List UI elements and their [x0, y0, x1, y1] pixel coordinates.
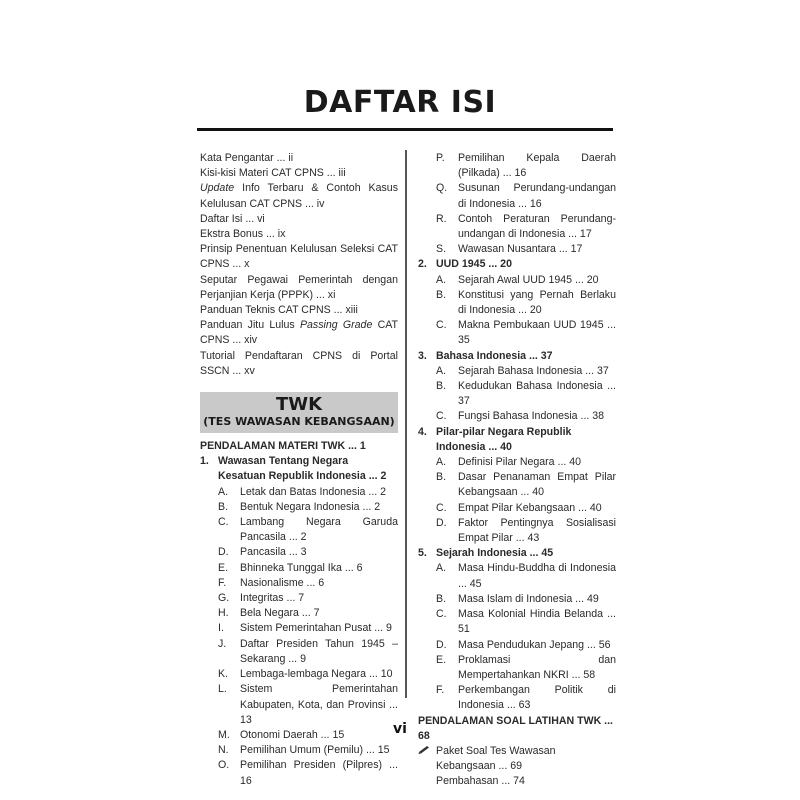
- paket-soal-label: Paket Soal Tes Wawasan Kebangsaan ... 69: [436, 744, 556, 773]
- subitem-letter: C.: [436, 410, 447, 423]
- subitem-letter: B.: [436, 592, 447, 605]
- front-matter-entry[interactable]: [200, 151, 398, 166]
- toc-subitem[interactable]: [200, 621, 398, 636]
- subitem-title: Proklamasi dan Mempertahankan NKRI ... 58: [458, 653, 616, 681]
- subitem-title: Konstitusi yang Pernah Berlaku di Indonesia ... 20: [458, 288, 616, 317]
- left-column: [200, 151, 398, 789]
- front-matter-list: [200, 151, 398, 379]
- toc-subitem[interactable]: [418, 455, 616, 470]
- front-matter-entry[interactable]: [200, 227, 398, 242]
- toc-subitem[interactable]: [418, 561, 616, 591]
- subitem-title: Susunan Perundang-undangan di Indonesia ... 16: [458, 182, 616, 210]
- toc-subitem[interactable]: [200, 545, 398, 560]
- toc-subitem[interactable]: [418, 151, 616, 181]
- subitem-letter: B.: [436, 380, 447, 393]
- toc-subitem[interactable]: [418, 653, 616, 683]
- right-column: [418, 151, 616, 790]
- subitem-letter: M.: [218, 728, 230, 741]
- toc-subitem[interactable]: [200, 743, 398, 758]
- subitem-title: Contoh Peraturan Perundang-undangan di Indonesia ... 17: [458, 212, 616, 241]
- entry-text: Tutorial Pendaftaran CPNS di Portal SSCN ... xv: [200, 349, 398, 377]
- entry-text: CAT CPNS ... xiv: [200, 319, 398, 347]
- subitem-title: Wawasan Nusantara ... 17: [458, 243, 583, 256]
- subitem-letter: S.: [436, 243, 447, 256]
- subitem-letter: D.: [218, 546, 229, 559]
- title-underline: [197, 128, 613, 131]
- toc-subitem[interactable]: [200, 667, 398, 682]
- toc-subitem[interactable]: [418, 288, 616, 318]
- section-banner: [200, 392, 398, 433]
- subitem-letter: K.: [218, 668, 229, 681]
- subitem-title: Masa Kolonial Hindia Belanda ... 51: [458, 608, 616, 636]
- subitem-letter: Q.: [436, 182, 448, 195]
- chapter-2-heading[interactable]: [418, 257, 616, 272]
- front-matter-entry[interactable]: [200, 166, 398, 181]
- subitem-title: Perkembangan Politik di Indonesia ... 63: [458, 684, 616, 712]
- toc-subitem[interactable]: [418, 470, 616, 500]
- subitem-letter: L.: [218, 683, 227, 696]
- chapter-title: UUD 1945 ... 20: [436, 258, 512, 271]
- entry-italic-text: Update: [200, 182, 235, 195]
- subitem-letter: C.: [436, 319, 447, 332]
- pendalaman-soal-heading[interactable]: PENDALAMAN SOAL LATIHAN TWK ... 68: [418, 714, 613, 742]
- section-title: TWK: [275, 394, 323, 416]
- chapter-number: 1.: [200, 455, 209, 468]
- toc-subitem[interactable]: [200, 576, 398, 591]
- pembahasan-entry[interactable]: Pembahasan ... 74: [436, 775, 525, 788]
- subitem-title: Bhinneka Tunggal Ika ... 6: [240, 561, 363, 574]
- front-matter-entry[interactable]: [200, 349, 398, 379]
- toc-subitem[interactable]: [418, 181, 616, 211]
- subitem-title: Letak dan Batas Indonesia ... 2: [240, 485, 387, 498]
- front-matter-entry[interactable]: [200, 303, 398, 318]
- subitem-title: Otonomi Daerah ... 15: [240, 728, 345, 741]
- entry-text: Seputar Pegawai Pemerintah dengan Perjanjian Kerja (PPPK) ... xi: [200, 273, 398, 301]
- entry-text: Kisi-kisi Materi CAT CPNS ... iii: [200, 167, 346, 180]
- toc-subitem[interactable]: [200, 758, 398, 788]
- subitem-title: Sistem Pemerintahan Kabupaten, Kota, dan Provinsi ... 13: [240, 683, 398, 726]
- chapter-5-items: [418, 561, 616, 713]
- toc-subitem[interactable]: [418, 638, 616, 653]
- subitem-title: Pemilihan Presiden (Pilpres) ... 16: [240, 759, 398, 787]
- toc-subitem[interactable]: [418, 592, 616, 607]
- toc-subitem[interactable]: [418, 318, 616, 348]
- subitem-title: Daftar Presiden Tahun 1945 – Sekarang ... 9: [240, 637, 398, 665]
- subitem-letter: O.: [218, 759, 230, 772]
- chapter-title: Wawasan Tentang Negara Kesatuan Republik Indonesia ... 2: [218, 455, 387, 483]
- subitem-letter: F.: [218, 576, 227, 589]
- toc-subitem[interactable]: [200, 637, 398, 667]
- subitem-title: Sejarah Awal UUD 1945 ... 20: [458, 273, 599, 286]
- subitem-letter: R.: [436, 212, 447, 225]
- chapter-1-heading[interactable]: [200, 454, 398, 484]
- toc-subitem[interactable]: [200, 591, 398, 606]
- subitem-letter: I.: [218, 622, 224, 635]
- chapter-4-heading[interactable]: [418, 425, 616, 455]
- subitem-title: Pemilihan Umum (Pemilu) ... 15: [240, 744, 390, 757]
- subitem-title: Nasionalisme ... 6: [240, 576, 325, 589]
- column-divider: [405, 150, 407, 698]
- subitem-letter: G.: [218, 592, 230, 605]
- subitem-title: Integritas ... 7: [240, 592, 305, 605]
- subitem-letter: B.: [436, 288, 447, 301]
- entry-text: Daftar Isi ... vi: [200, 212, 265, 225]
- page-number: vi: [393, 721, 407, 737]
- subitem-letter: N.: [218, 744, 229, 757]
- subitem-letter: D.: [436, 638, 447, 651]
- toc-subitem[interactable]: [418, 409, 616, 424]
- subitem-letter: H.: [218, 607, 229, 620]
- toc-subitem[interactable]: [418, 683, 616, 713]
- subitem-letter: F.: [436, 684, 445, 697]
- toc-subitem[interactable]: [200, 515, 398, 545]
- toc-subitem[interactable]: [418, 516, 616, 546]
- entry-text: Panduan Jitu Lulus: [200, 319, 300, 332]
- toc-subitem[interactable]: [418, 364, 616, 379]
- subitem-title: Masa Islam di Indonesia ... 49: [458, 592, 599, 605]
- chapter-4-items: [418, 455, 616, 546]
- page-title: DAFTAR ISI: [303, 85, 497, 120]
- pendalaman-materi-heading[interactable]: PENDALAMAN MATERI TWK ... 1: [200, 440, 366, 453]
- subitem-letter: C.: [436, 501, 447, 514]
- entry-text: Prinsip Penentuan Kelulusan Seleksi CAT CPNS ... x: [200, 243, 398, 271]
- subitem-title: Lambang Negara Garuda Pancasila ... 2: [240, 516, 398, 544]
- toc-subitem[interactable]: [200, 500, 398, 515]
- subitem-letter: A.: [436, 273, 447, 286]
- chapter-number: 4.: [418, 425, 427, 438]
- subitem-letter: P.: [436, 152, 445, 164]
- chapter-number: 2.: [418, 258, 427, 271]
- subitem-title: Empat Pilar Kebangsaan ... 40: [458, 501, 602, 514]
- subitem-letter: E.: [218, 561, 229, 574]
- subitem-letter: A.: [218, 485, 229, 498]
- pencil-icon: [418, 744, 436, 774]
- subitem-letter: J.: [218, 637, 227, 650]
- subitem-letter: B.: [218, 500, 229, 513]
- entry-text: Panduan Teknis CAT CPNS ... xiii: [200, 304, 358, 317]
- paket-soal-entry[interactable]: [418, 744, 616, 774]
- toc-subitem[interactable]: [200, 485, 398, 500]
- front-matter-entry[interactable]: [200, 242, 398, 272]
- chapter-number: 5.: [418, 547, 427, 560]
- subitem-title: Bela Negara ... 7: [240, 607, 320, 620]
- toc-subitem[interactable]: [418, 242, 616, 257]
- chapter-3-items: [418, 364, 616, 425]
- toc-subitem[interactable]: [200, 606, 398, 621]
- entry-italic-text: Passing Grade: [299, 319, 373, 332]
- chapter-3-heading[interactable]: [418, 349, 616, 364]
- chapter-1-continued-items: [418, 151, 616, 257]
- subitem-letter: A.: [436, 364, 447, 377]
- entry-text: Ekstra Bonus ... ix: [200, 228, 286, 241]
- subitem-title: Sejarah Bahasa Indonesia ... 37: [458, 364, 609, 377]
- subitem-letter: C.: [218, 516, 229, 529]
- subitem-title: Dasar Penanaman Empat Pilar Kebangsaan ... 40: [458, 471, 616, 499]
- entry-text: Kata Pengantar ... ii: [200, 152, 294, 164]
- subitem-title: Makna Pembukaan UUD 1945 ... 35: [458, 319, 616, 347]
- chapter-number: 3.: [418, 349, 427, 362]
- subitem-title: Pancasila ... 3: [240, 546, 307, 559]
- subitem-letter: D.: [436, 516, 447, 529]
- front-matter-entry[interactable]: [200, 273, 398, 303]
- subitem-title: Definisi Pilar Negara ... 40: [458, 456, 582, 469]
- front-matter-entry[interactable]: [200, 318, 398, 348]
- subitem-title: Fungsi Bahasa Indonesia ... 38: [458, 410, 605, 423]
- toc-subitem[interactable]: [200, 561, 398, 576]
- subitem-title: Kedudukan Bahasa Indonesia ... 37: [458, 380, 616, 408]
- toc-subitem[interactable]: [418, 501, 616, 516]
- subitem-title: Masa Hindu-Buddha di Indonesia ... 45: [458, 562, 616, 590]
- front-matter-entry[interactable]: [200, 212, 398, 227]
- chapter-title: Bahasa Indonesia ... 37: [436, 349, 553, 362]
- subitem-title: Lembaga-lembaga Negara ... 10: [240, 668, 393, 681]
- toc-subitem[interactable]: [418, 379, 616, 409]
- toc-subitem[interactable]: [418, 212, 616, 242]
- subitem-letter: A.: [436, 456, 447, 469]
- toc-subitem[interactable]: [418, 273, 616, 288]
- entry-text: Info Terbaru & Contoh Kasus Kelulusan CAT CPNS ... iv: [200, 182, 398, 210]
- chapter-5-heading[interactable]: [418, 546, 616, 561]
- chapter-2-items: [418, 273, 616, 349]
- toc-subitem[interactable]: [418, 607, 616, 637]
- subitem-letter: B.: [436, 471, 447, 484]
- chapter-title: Pilar-pilar Negara Republik Indonesia ... 40: [436, 425, 572, 453]
- chapter-1-items: [200, 485, 398, 789]
- subitem-title: Masa Pendudukan Jepang ... 56: [458, 638, 611, 651]
- subitem-title: Pemilihan Kepala Daerah (Pilkada) ... 16: [458, 152, 616, 180]
- subitem-title: Sistem Pemerintahan Pusat ... 9: [240, 622, 392, 635]
- subitem-title: Bentuk Negara Indonesia ... 2: [240, 500, 381, 513]
- subitem-letter: A.: [436, 562, 447, 575]
- front-matter-entry[interactable]: [200, 181, 398, 211]
- chapter-title: Sejarah Indonesia ... 45: [436, 547, 554, 560]
- subitem-letter: C.: [436, 608, 447, 621]
- subitem-letter: E.: [436, 653, 447, 666]
- section-subtitle: (TES WAWASAN KEBANGSAAN): [203, 415, 395, 429]
- subitem-title: Faktor Pentingnya Sosialisasi Empat Pilar ... 43: [458, 516, 616, 545]
